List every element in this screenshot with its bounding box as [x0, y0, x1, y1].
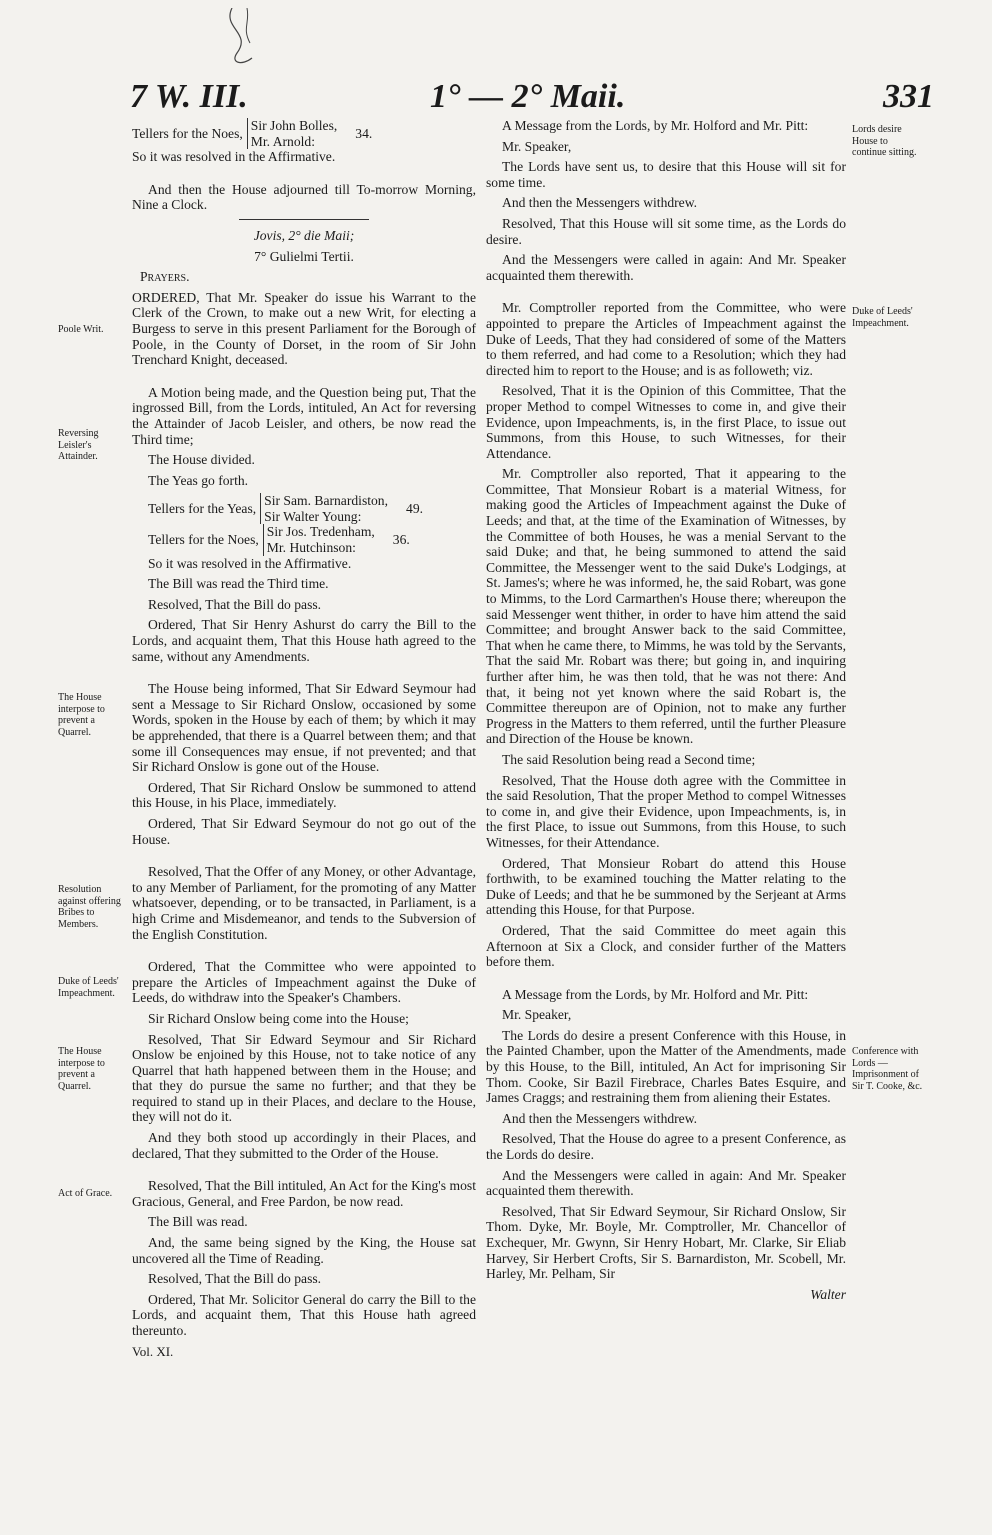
section-divider — [239, 219, 369, 220]
catchword: Walter — [810, 1286, 846, 1302]
resolution-second-time: The said Resolution being read a Second time; — [502, 751, 756, 767]
margin-note-conference: Conference with Lords — Imprisonment of Sir T. Cooke, &c. — [852, 1046, 923, 1092]
comptroller-also-reported: Mr. Comptroller also reported, That it appearing to the Committee, That Monsieur Robart is a material Witness, for making good the Articles of Impeachment against the Duke of Leeds; and that, at the time of the Examination of Witnesses, by the Committee of both Houses, he was a menial Servant to the said Duke; and that, he being summoned to attend the said Committee, the Messenger went to the said Duke's Lodgings, at St. James's; where he was informed, he, the said Robart, was gone to Mimms, to the Lord Carmarthen's House there; whereupon the said Messenger went thither, in order to have him attend the said Committee; and brought Answer back to the said Committee, That when he came there, to Mimms, he was told by the Servants, That the said Mr. Robart was there; but going in, and inquiring further after him, he was then told, that he was not there: And that, it being not yet known where the said Robart is, the Committee thereupon are of Opinion, not to make any further Progress in the Matters to them referred, until the further Pleasure and Direction of the House be known. — [486, 466, 846, 747]
margin-note-poole-writ: Poole Writ. — [58, 324, 104, 335]
house-divided: The House divided. — [148, 452, 255, 468]
margin-note-reversing-attainder: Reversing Leisler's Attainder. — [58, 428, 99, 462]
tellers-count: 34. — [355, 125, 373, 141]
resolved-managers: Resolved, That Sir Edward Seymour, Sir Richard Onslow, Sir Thom. Dyke, Mr. Boyle, Mr. Comptroller, Mr. Chancellor of Exchequer, Mr. Gwynn, Sir Henry Hobart, Mr. Clarke, Sir Eliab Harvey, Sir Herbert Crofts, Sir S. Barnardiston, Mr. Scobell, Mr. Harley, Mr. Pelham, Sir — [486, 1203, 846, 1282]
resolved-agree: Resolved, That the House doth agree with the Committee in the said Resolution, That the proper Method to compel Witnesses to come in, and give their Evidence, upon Impeachments, is, in the first Place, to issue out Summons, from this House, to such Witnesses, for their Attendance. — [486, 772, 846, 850]
ordered-solicitor-general: Ordered, That Mr. Solicitor General do carry the Bill to the Lords, and acquaint them, That this House hath agreed thereunto. — [132, 1291, 476, 1338]
tellers-label: Tellers for the Noes, — [132, 125, 243, 141]
resolved-opinion: Resolved, That it is the Opinion of this Committee, That the proper Method to compel Witnesses to come in, and give their Evidence, upon Impeachments, is, in the first Place, to issue out Summons, from this House, to such Witnesses, for their Attendance. — [486, 383, 846, 461]
lords-desire-conference: The Lords do desire a present Conference with this House, in the Painted Chamber, upon the Matter of the Amendments, made by this House, to the Bill, intituled, An Act for imprisoning Sir Thom. Cooke, Sir Bazil Firebrace, Charles Bates Esquire, and James Craggs; and restraining them from aliening their Estates. — [486, 1027, 846, 1106]
tellers-names — [247, 118, 337, 149]
teller-name: Sir Walter Young: — [264, 508, 362, 524]
messengers-withdrew-2: And then the Messengers withdrew. — [502, 1110, 698, 1126]
resolved-act-of-grace: Resolved, That the Bill intituled, An Act for the King's most Gracious, General, and Free Pardon, be now read. — [132, 1178, 476, 1209]
pen-scribble-mark — [212, 8, 272, 68]
messengers-called-1: And the Messengers were called in again: And Mr. Speaker acquainted them therewith. — [486, 252, 846, 283]
page-number: 331 — [883, 78, 934, 115]
message-lords-2: A Message from the Lords, by Mr. Holford and Mr. Pitt: — [502, 986, 809, 1002]
signed-by-king: And, the same being signed by the King, the House sat uncovered all the Time of Reading. — [132, 1235, 476, 1266]
tellers-noes-1 — [132, 118, 476, 149]
resolved-sit: Resolved, That this House will sit some time, as the Lords do desire. — [486, 215, 846, 247]
adjourned-text: And then the House adjourned till To-morrow Morning, Nine a Clock. — [132, 181, 476, 213]
messengers-called-2: And the Messengers were called in again: And Mr. Speaker acquainted them therewith. — [486, 1167, 846, 1199]
both-stood-up: And they both stood up accordingly in their Places, and declared, That they submitted to the Order of the House. — [132, 1130, 476, 1161]
message-lords-1: A Message from the Lords, by Mr. Holford and Mr. Pitt: — [502, 118, 809, 133]
resolved-affirmative: So it was resolved in the Affirmative. — [132, 149, 336, 165]
teller-name: Mr. Arnold: — [250, 133, 315, 149]
margin-note-leeds-impeachment-1: Duke of Leeds' Impeachment. — [58, 976, 119, 999]
messengers-withdrew-1: And then the Messengers withdrew. — [502, 195, 698, 211]
bill-was-read: The Bill was read. — [148, 1214, 248, 1230]
tellers-noes-2 — [148, 524, 476, 555]
teller-name: Sir John Bolles, — [250, 118, 338, 133]
margin-note-act-of-grace: Act of Grace. — [58, 1188, 113, 1199]
bill-read-third: The Bill was read the Third time. — [148, 576, 329, 592]
date-line-2: 7° Gulielmi Tertii. — [254, 248, 354, 264]
tellers-label: Tellers for the Yeas, — [148, 501, 257, 517]
tellers-label: Tellers for the Noes, — [148, 532, 259, 548]
tellers-names — [260, 493, 388, 524]
resolved-conference: Resolved, That the House do agree to a present Conference, as the Lords do desire. — [486, 1131, 846, 1163]
mr-speaker-1: Mr. Speaker, — [502, 138, 572, 154]
tellers-names — [263, 524, 375, 555]
ordered-committee-withdraw: Ordered, That the Committee who were appointed to prepare the Articles of Impeachment against the Duke of Leeds, do withdraw into the Speaker's Chambers. — [132, 959, 476, 1006]
paragraph-poole-writ: ORDERED, That Mr. Speaker do issue his Warrant to the Clerk of the Crown, to make out a new Writ, for electing a Burgess to serve in this present Parliament for the Borough of Poole, in the County of Dorset, in the room of Sir John Trenchard Knight, deceased. — [132, 289, 476, 368]
resolved-bribes: Resolved, That the Offer of any Money, or other Advantage, to any Member of Parliament, for the promoting of any Matter whatsoever, depending, or to be transacted, in Parliament, is a high Crime and Misdemeanor, and tends to the Subversion of the English Constitution. — [132, 864, 476, 942]
resolved-enjoined: Resolved, That Sir Edward Seymour and Sir Richard Onslow be enjoined by this House, not to take notice of any Quarrel that hath happened between them in the House; and that they do pursue the same no further; and that they be required to stand up in their Places, and declare to the House, they will not do it. — [132, 1031, 476, 1125]
teller-name: Sir Sam. Barnardiston, — [264, 493, 389, 509]
margin-note-interpose-quarrel-2: The House interpose to prevent a Quarrel. — [58, 1046, 105, 1092]
ordered-robart: Ordered, That Monsieur Robart do attend this House forthwith, to be examined touching the Matter relating to the Duke of Leeds; and that he be summoned by the Serjeant at Arms attending this House, for that Purpose. — [486, 855, 846, 918]
tellers-count: 49. — [406, 501, 424, 517]
margin-note-interpose-quarrel-1: The House interpose to prevent a Quarrel. — [58, 692, 105, 738]
comptroller-reported: Mr. Comptroller reported from the Committee, who were appointed to prepare the Articles of Impeachment against the Duke of Leeds, That they had considered of some of the Matters to them referred, and had come to a Resolution; which they had directed him to report to the House; and is as followeth; viz. — [486, 300, 846, 378]
paragraph-quarrel: The House being informed, That Sir Edward Seymour had sent a Message to Sir Richard Onslow, occasioned by some Words, spoken in the House by each of them; by which it may be apprehended, that there is a Quarrel between them; and that some ill Consequences may ensue, if not prevented; and that Sir Richard Onslow is gone out of the House. — [132, 681, 476, 775]
onslow-come-in: Sir Richard Onslow being come into the House; — [148, 1010, 409, 1026]
yeas-go-forth: The Yeas go forth. — [148, 472, 249, 488]
volume-signature: Vol. XI. — [132, 1343, 174, 1359]
right-column — [486, 118, 846, 1307]
tellers-count: 36. — [392, 532, 410, 548]
margin-note-lords-sitting: Lords desire House to continue sitting. — [852, 124, 917, 158]
header-regnal-year: 7 W. III. — [130, 78, 248, 115]
margin-note-leeds-impeachment-2: Duke of Leeds' Impeachment. — [852, 306, 913, 329]
header-date: 1° — 2° Maii. — [430, 78, 626, 115]
left-column — [132, 118, 476, 1364]
ordered-seymour: Ordered, That Sir Edward Seymour do not go out of the House. — [132, 815, 476, 847]
paragraph-motion: A Motion being made, and the Question being put, That the ingrossed Bill, from the Lords, intituled, An Act for reversing the Attainder of Jacob Leisler, and others, be now read the Third time; — [132, 384, 476, 447]
date-line-1: Jovis, 2° die Maii; — [253, 227, 355, 243]
resolved-bill-pass: Resolved, That the Bill do pass. — [148, 596, 322, 612]
ordered-onslow: Ordered, That Sir Richard Onslow be summoned to attend this House, in his Place, immediately. — [132, 779, 476, 811]
teller-name: Sir Jos. Tredenham, — [266, 524, 375, 540]
ordered-ashurst: Ordered, That Sir Henry Ashurst do carry the Bill to the Lords, and acquaint them, That this House hath agreed to the same, without any Amendments. — [132, 617, 476, 664]
ordered-committee-meet: Ordered, That the said Committee do meet again this Afternoon at Six a Clock, and consider further of the Matters before them. — [486, 922, 846, 970]
mr-speaker-2: Mr. Speaker, — [502, 1007, 572, 1023]
teller-name: Mr. Hutchinson: — [266, 540, 356, 556]
resolved-bill-pass-2: Resolved, That the Bill do pass. — [148, 1271, 322, 1287]
prayers-heading: Prayers. — [140, 269, 190, 285]
lords-sent: The Lords have sent us, to desire that this House will sit for some time. — [486, 159, 846, 190]
tellers-yeas — [148, 493, 476, 524]
margin-note-bribes: Resolution against offering Bribes to Members. — [58, 884, 121, 930]
resolved-affirmative-2: So it was resolved in the Affirmative. — [148, 555, 352, 571]
